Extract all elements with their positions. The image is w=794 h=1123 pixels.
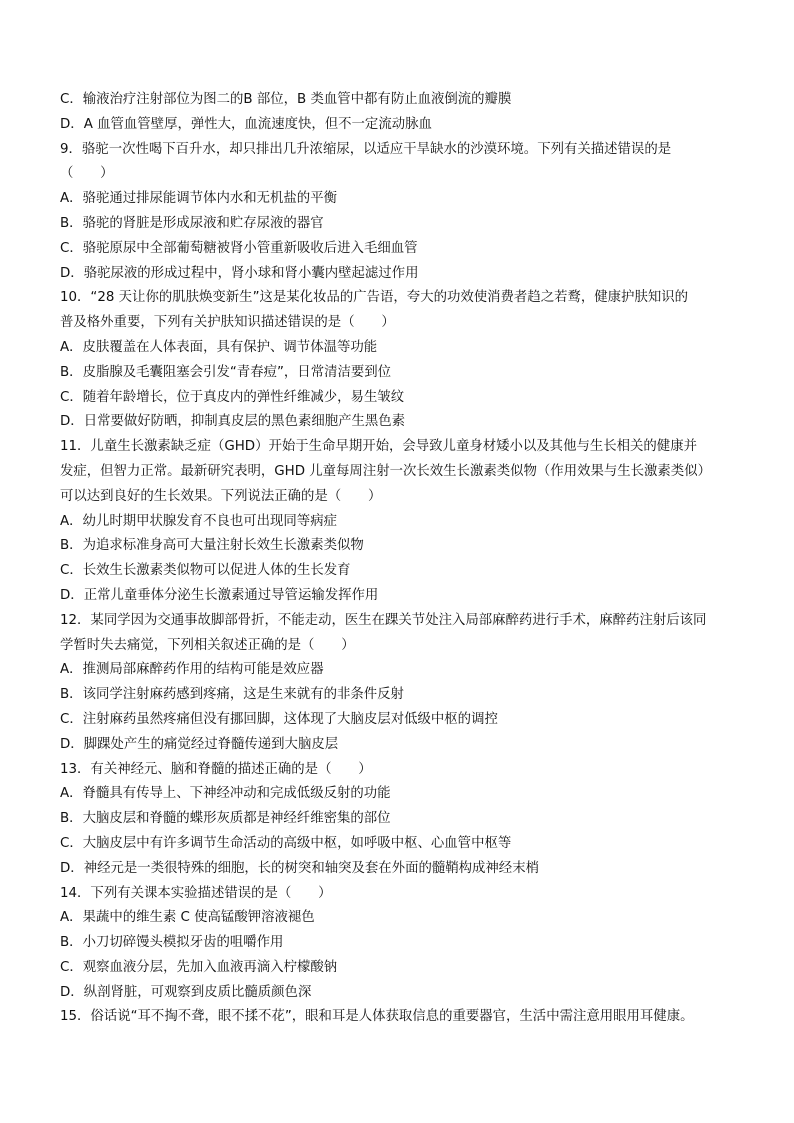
text-line: C．大脑皮层中有许多调节生命活动的高级中枢，如呼吸中枢、心血管中枢等 xyxy=(60,835,512,851)
text-line: A．脊髓具有传导上、下神经冲动和完成低级反射的功能 xyxy=(60,786,391,802)
text-line: D．日常要做好防晒，抑制真皮层的黑色素细胞产生黑色素 xyxy=(60,414,406,430)
text-line: B．小刀切碎馒头模拟牙齿的咀嚼作用 xyxy=(60,935,284,951)
text-line: D．正常儿童垂体分泌生长激素通过导管运输发挥作用 xyxy=(60,587,379,603)
text-line: B．皮脂腺及毛囊阻塞会引发“青春痘”，日常清洁要到位 xyxy=(60,364,392,380)
text-line: A．皮肤覆盖在人体表面，具有保护、调节体温等功能 xyxy=(60,339,378,355)
text-line: C．骆驼原尿中全部葡萄糖被肾小管重新吸收后进入毛细血管 xyxy=(60,240,418,256)
text-line: C．注射麻药虽然疼痛但没有挪回脚，这体现了大脑皮层对低级中枢的调控 xyxy=(60,711,498,727)
text-line: C．随着年龄增长，位于真皮内的弹性纤维减少，易生皱纹 xyxy=(60,389,405,405)
text-line: 普及格外重要，下列有关护肤知识描述错误的是（ ） xyxy=(60,315,395,331)
text-line: B．该同学注射麻药感到疼痛，这是生来就有的非条件反射 xyxy=(60,687,404,703)
text-line: B．为追求标准身高可大量注射长效生长激素类似物 xyxy=(60,538,364,554)
exam-page xyxy=(60,88,740,1030)
text-line: （ ） xyxy=(60,166,114,182)
text-line: B．大脑皮层和脊髓的蝶形灰质都是神经纤维密集的部位 xyxy=(60,811,391,827)
text-line: D．骆驼尿液的形成过程中，肾小球和肾小囊内壁起滤过作用 xyxy=(60,265,419,281)
text-line: A．果蔬中的维生素 C 使高锰酸钾溶液褪色 xyxy=(60,910,315,926)
text-line: 12．某同学因为交通事故脚部骨折，不能走动，医生在踝关节处注入局部麻醉药进行手术，麻醉药注射后该同 xyxy=(60,612,707,628)
text-line: 学暂时失去痛觉，下列相关叙述正确的是（ ） xyxy=(60,637,355,653)
text-line: 10．“28 天让你的肌肤焕变新生”这是某化妆品的广告语，夸大的功效使消费者趋之若鹜，健康护肤知识的 xyxy=(60,290,689,306)
text-line: 13．有关神经元、脑和脊髓的描述正确的是（ ） xyxy=(60,761,372,777)
text-line: A．骆驼通过排尿能调节体内水和无机盐的平衡 xyxy=(60,191,337,207)
text-line: D．脚踝处产生的痛觉经过脊髓传递到大脑皮层 xyxy=(60,736,339,752)
text-line: D．神经元是一类很特殊的细胞，长的树突和轴突及套在外面的髓鞘构成神经末梢 xyxy=(60,860,539,876)
text-line: C．输液治疗注射部位为图二的B 部位，B 类血管中都有防止血液倒流的瓣膜 xyxy=(60,92,512,107)
text-line: 14．下列有关课本实验描述错误的是（ ） xyxy=(60,885,332,901)
text-line: A．推测局部麻醉药作用的结构可能是效应器 xyxy=(60,662,324,678)
text-line: 11．儿童生长激素缺乏症（GHD）开始于生命早期开始，会导致儿童身材矮小以及其他与生长相关的健康并 xyxy=(60,439,697,455)
text-line: B．骆驼的肾脏是形成尿液和贮存尿液的器官 xyxy=(60,215,324,231)
text-line: A．幼儿时期甲状腺发育不良也可出现同等病症 xyxy=(60,513,337,529)
text-line: D．A 血管血管壁厚，弹性大，血流速度快，但不一定流动脉血 xyxy=(60,116,432,132)
text-line: C．长效生长激素类似物可以促进人体的生长发育 xyxy=(60,563,351,579)
text-line: 9．骆驼一次性喝下百升水，却只排出几升浓缩尿，以适应干旱缺水的沙漠环境。下列有关描述错误的是 xyxy=(60,141,672,157)
text-line: D．纵剖肾脏，可观察到皮质比髓质颜色深 xyxy=(60,984,312,1000)
text-line: 可以达到良好的生长效果。下列说法正确的是（ ） xyxy=(60,488,382,504)
text-line: C．观察血液分层，先加入血液再滴入柠檬酸钠 xyxy=(60,959,338,975)
text-line: 发症，但智力正常。最新研究表明，GHD 儿童每周注射一次长效生长激素类似物（作用效果与生长激素类似） xyxy=(60,463,711,479)
text-line: 15．俗话说“耳不掏不聋，眼不揉不花”，眼和耳是人体获取信息的重要器官，生活中需注意用眼用耳健康。 xyxy=(60,1009,694,1025)
